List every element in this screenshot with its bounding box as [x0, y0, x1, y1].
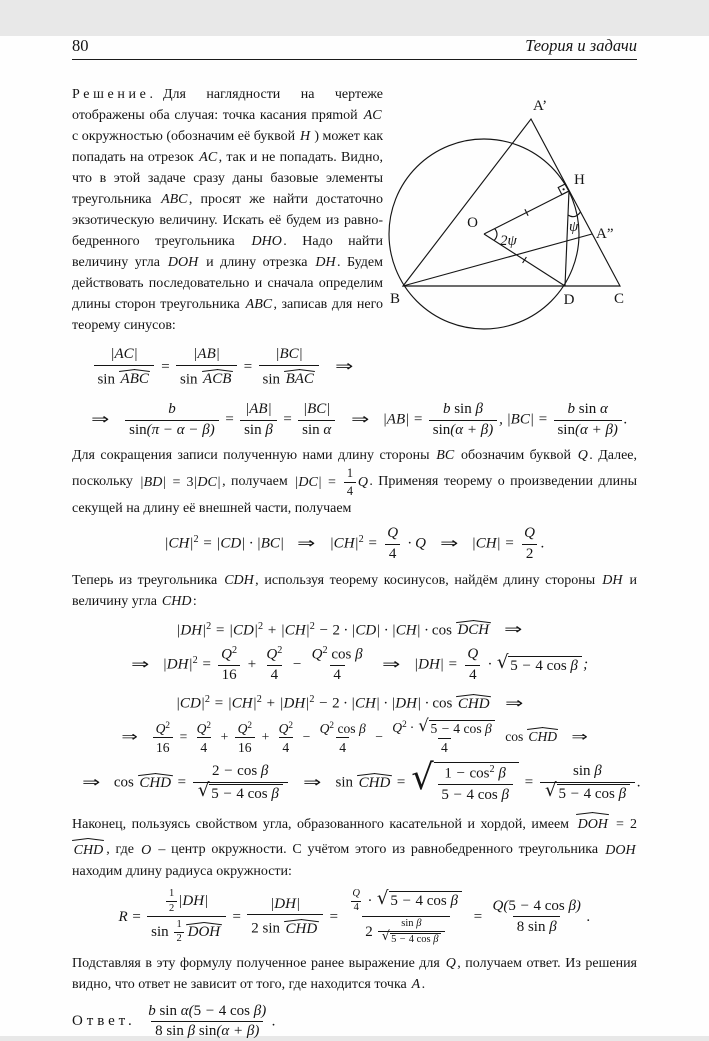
formula-secant: $|CH|^2 = |CD| \cdot |BC|$ ⇒ $|CH|^2$ = $\frac{Q}{4}$ · Q ⇒ |CH| = $\frac{Q}{2}$ .	[164, 525, 545, 562]
paragraph-cosine-theorem: Теперь из треугольника CDH, используя теорему косинусов, найдём длину стороны DH и величину угла CHD:	[72, 572, 638, 609]
answer-label: Ответ.	[72, 1013, 136, 1030]
label-O: O	[467, 215, 478, 231]
page-header	[72, 36, 637, 60]
angle-psi-arc	[568, 212, 580, 217]
answer-formula: $\frac{\text{b sin α(5 − 4 cos β)}}{\text{8 sin β sin(α + β)}}$ .	[148, 1002, 276, 1040]
formula-cos-chd-1: $|CD|^2 = |CH|^2 + |DH|^2 - 2 \cdot |CH| \cdot |DH| \cdot \cos$ CHD ⇒	[72, 691, 637, 713]
label-B: B	[389, 291, 401, 307]
formula-radius: R = $\frac{1}{2}$ |DH| sin $\frac{1}{2}$ DOH = $\frac{|DH|}{\text{2 sin CHD}}$ = $\frac{Q}{4}$ · √ 5 − 4 cos β 2 sin β √ 5 − 4 cos β = $\frac{\text{Q(5 − 4 cos β)}}{\text{8 sin β}}$ .	[118, 887, 591, 946]
solution-label: Решение.	[72, 87, 157, 102]
page-body	[72, 84, 641, 1041]
solution-intro-column	[72, 84, 383, 395]
angle-2psi-arc	[494, 229, 497, 241]
label-A-prime: A’	[533, 98, 548, 114]
label-A-second: A”	[596, 226, 614, 242]
page-number: 80	[72, 36, 89, 55]
running-title: Теория и задачи	[525, 36, 637, 55]
solution-section	[72, 84, 637, 395]
label-2psi: 2ψ	[500, 233, 517, 249]
formula-cos-dch-2: ⇒ $|DH|^2$ = $\frac{Q^2}{16}$ + $\frac{Q^2}{4}$ − $\frac{Q^2 \cos \beta}{4}$ ⇒ |DH| = $\frac{Q}{4}$ · √ 5 − 4 cos β ;	[130, 645, 589, 684]
answer-block	[72, 1003, 637, 1041]
right-angle-dot	[563, 188, 565, 190]
label-psi: ψ	[569, 219, 579, 235]
paragraph-conclusion: Подставляя в эту формулу полученное ранее выражение для Q, получаем ответ. Из решения видно, что ответ не зависит от того, где находится точка A.	[72, 955, 637, 992]
paragraph-q-definition: Для сокращения записи полученную нами длину стороны BC обозначим буквой Q. Далее, поскольку |BD| = 3|DC|, получаем |DC| = $\frac{1}{4}$ Q. Применяя теорему о произведении длины секущей на длину её внешней части, получаем	[72, 448, 638, 517]
book-page	[0, 36, 709, 1040]
formula-cos-sin-chd: ⇒ cos CHD = 2 − cos β √ 5 − 4 cos β ⇒ sin CHD = √ $\frac{1 - \cos^2 \beta}{\text{5 − 4 cos β}}$ = sin β √ 5 − 4 cos β .	[81, 756, 641, 803]
formula-cos-dch-1: $|DH|^2 = |CD|^2 + |CH|^2 - 2 \cdot |CD| \cdot |CH| \cdot \cos$ DCH ⇒	[72, 618, 637, 640]
label-H: H	[574, 172, 585, 188]
triangle-BAC	[403, 119, 620, 286]
figure-drawing	[383, 86, 637, 338]
chord-HD	[565, 191, 569, 286]
label-C: C	[613, 291, 625, 307]
solution-intro-text: Для наглядности на чертеже отображены оба случая: точка касания пряmoй AC с окружностью (обозначим её буквой H ) может как попадать на отрезок AC, так и не попадать. Видно, что в этой задаче сразу даны базовые элементы треугольника ABC, просят же найти достаточно экзотическую величину. Искать её будем из равнобедренного треугольника DHO. Надо найти величину угла DOH и длину отрезка DH. Будем действовать последовательно и сначала определим длины сторон треугольника ABC, записав для него теорему синусов:	[72, 87, 384, 333]
tick-OD	[523, 257, 527, 263]
geometry-figure	[383, 86, 637, 338]
formula-cos-chd-2: ⇒ $\frac{Q^2}{16}$ = $\frac{Q^2}{4}$ + $\frac{Q^2}{16}$ + $\frac{Q^2}{4}$ − $\frac{Q^2 \cos \beta}{4}$ − $Q^2$ · √ 5 − 4 cos β 4 cos CHD ⇒	[121, 716, 588, 756]
formula-sine-theorem-1: $\frac{|AC|}{\text{sin ABC}}$ = $\frac{|AB|}{\text{sin ACB}}$ = $\frac{|BC|}{\text{sin BAC}}$ ⇒	[72, 346, 383, 389]
paragraph-tangent-chord: Наконец, пользуясь свойством угла, образованного касательной и хордой, имеем DOH = 2CHD , где O – центр окружности. С учётом этого из равнобедренного треугольника DOH находим длину радиуса окружности:	[72, 810, 637, 881]
label-D: D	[563, 292, 575, 308]
formula-sine-theorem-2: ⇒ $\frac{b}{\sin(\pi - \alpha - \beta)}$ = $\frac{|AB|}{\text{sin β}}$ = $\frac{|BC|}{\text{sin α}}$ ⇒ |AB| = $\frac{\text{b sin β}}{\sin(\alpha + \beta)}$ , |BC| = $\frac{\text{b sin α}}{\sin(\alpha + \beta)}$ .	[91, 400, 628, 438]
line-B-Asecond	[403, 234, 592, 286]
